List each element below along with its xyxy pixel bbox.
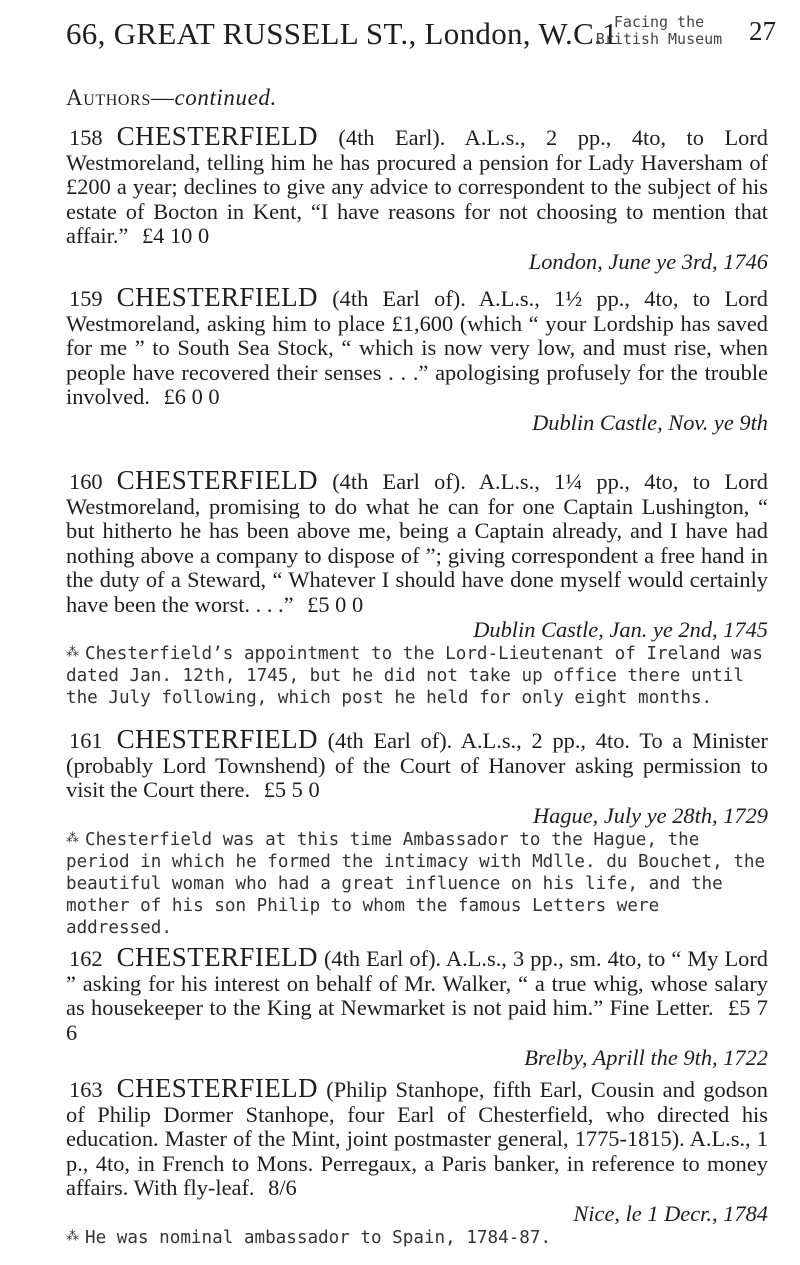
catalogue-entry — [66, 282, 768, 435]
lot-number: 158 — [69, 125, 103, 150]
entry-description — [66, 282, 768, 410]
entry-description — [66, 1073, 768, 1201]
entry-price: £6 0 0 — [163, 384, 220, 409]
entry-place-date: Dublin Castle, Jan. ye 2nd, 1745 — [473, 617, 768, 642]
entry-price: 8/6 — [268, 1175, 297, 1200]
entry-place-date: Nice, le 1 Decr., 1784 — [573, 1200, 768, 1226]
entry-subject: CHESTERFIELD — [116, 465, 318, 495]
entry-place-date: Hague, July ye 28th, 1729 — [532, 802, 768, 828]
entry-description — [66, 465, 768, 617]
entry-place-date: Brelby, Aprill the 9th, 1722 — [524, 1045, 768, 1070]
asterism-icon: ⁂ — [66, 830, 79, 846]
entry-note — [66, 642, 768, 709]
catalogue-entry — [66, 465, 768, 709]
header-facing-note — [594, 14, 724, 48]
entry-body: (Philip Stanhope, fifth Earl, Cousin and godson of Philip Dormer Stanhope, four Earl of Chesterfield, who directed his education. Master of the Mint, joint postmaster general, 1775-1815). A.L.s., 1 p., 4to, in French to Mons. Perregaux, a Paris banker, in reference to money affairs. With fly-leaf. — [66, 1077, 768, 1200]
catalogue-entry — [66, 724, 768, 939]
lot-number: 162 — [69, 946, 103, 971]
catalogue-entry — [66, 121, 768, 274]
entry-subject: CHESTERFIELD — [116, 724, 318, 754]
entry-note — [66, 1226, 768, 1249]
entry-note-text: Chesterfield was at this time Ambassador to the Hague, the period in which he formed the intimacy with Mdlle. du Bouchet, the beautiful woman who had a great influence on his life, and the mother of his son Philip to whom the famous Letters were addressed. — [66, 829, 766, 938]
header-address: 66, GREAT RUSSELL ST., London, W.C.1 — [66, 16, 618, 51]
running-head — [66, 10, 776, 70]
header-facing-line-1: Facing the — [613, 13, 705, 31]
entry-subject: CHESTERFIELD — [116, 1073, 318, 1103]
page-number: 27 — [749, 16, 776, 46]
entry-subject: CHESTERFIELD — [116, 942, 318, 972]
entry-subject: CHESTERFIELD — [116, 282, 318, 312]
asterism-icon: ⁂ — [66, 645, 79, 660]
entry-note-text: Chesterfield’s appointment to the Lord-Lieutenant of Ireland was dated Jan. 12th, 1745, but he did not take up office there until the July following, which post he held for only eight months. — [66, 644, 763, 708]
entry-body: (4th Earl of). A.L.s., 1¼ pp., 4to, to Lord Westmoreland, promising to do what he can for one Captain Lushington, “ but hitherto he has been above me, being a Captain already, and I have had nothing above a company to dispose of ”; giving correspondent a free hand in the duty of a Steward, “ Whatever I should have done myself would certainly have been the worst. . . .” — [66, 469, 768, 617]
entry-description — [66, 121, 768, 249]
entry-place-date: Dublin Castle, Nov. ye 9th — [532, 409, 768, 435]
section-continued: continued. — [174, 85, 277, 110]
entry-description — [66, 942, 768, 1045]
entry-note — [66, 828, 768, 939]
lot-number: 159 — [69, 286, 103, 311]
entry-body: (4th Earl of). A.L.s., 1½ pp., 4to, to Lord Westmoreland, asking him to place £1,600 (which “ your Lordship has saved for me ” to South Sea Stock, “ which is now very low, and must rise, when people have recovered their senses . . .” apologising profusely for the trouble involved. — [66, 286, 768, 409]
entry-description — [66, 724, 768, 803]
lot-number: 163 — [69, 1077, 103, 1102]
asterism-icon: ⁂ — [66, 1228, 79, 1244]
catalogue-entry — [66, 1073, 768, 1249]
entry-body: (4th Earl of). A.L.s., 3 pp., sm. 4to, to “ My Lord ” asking for his interest on behalf of Mr. Walker, “ a true whig, whose salary as housekeeper to the King at Newmarket is not paid him.” Fine Letter. — [66, 946, 768, 1020]
entry-note-text: He was nominal ambassador to Spain, 1784-87. — [85, 1227, 552, 1248]
lot-number: 161 — [69, 728, 103, 753]
header-facing-line-2: British Museum — [595, 30, 723, 48]
entry-price: £5 7 6 — [66, 995, 768, 1045]
catalogue-entry — [66, 942, 768, 1070]
entry-place-date: London, June ye 3rd, 1746 — [528, 248, 768, 274]
entry-subject: CHESTERFIELD — [116, 121, 318, 151]
entry-price: £5 0 0 — [307, 591, 364, 617]
entry-price: £4 10 0 — [141, 223, 210, 248]
lot-number: 160 — [69, 469, 103, 494]
section-title: Authors — [66, 85, 151, 110]
entry-body: (4th Earl of). A.L.s., 2 pp., 4to. To a Minister (probably Lord Townshend) of the Court of Hanover asking permission to visit the Court there. — [66, 728, 768, 802]
section-heading: Authors—continued. — [66, 85, 277, 110]
entry-price: £5 5 0 — [263, 777, 320, 802]
entry-body: (4th Earl). A.L.s., 2 pp., 4to, to Lord Westmoreland, telling him he has procured a pension for Lady Haversham of £200 a year; declines to give any advice to correspondent to the subject of his estate of Bocton in Kent, “I have reasons for not choosing to mention that affair.” — [66, 125, 768, 248]
